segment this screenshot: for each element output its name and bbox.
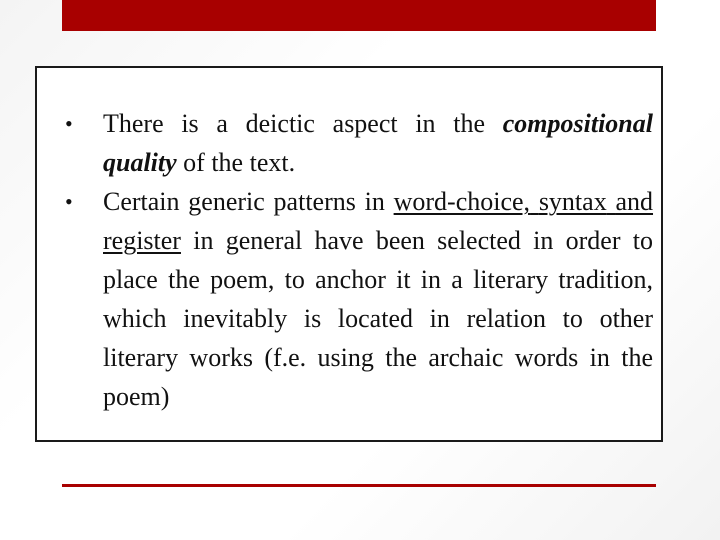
bottom-accent-line — [62, 484, 656, 487]
content-box — [35, 66, 663, 442]
bullet-marker: • — [65, 111, 73, 136]
bullet-1-text: There is a deictic aspect in the — [103, 109, 503, 138]
bullet-1-emphasis: compositional quality — [103, 109, 653, 177]
bullet-marker: • — [65, 189, 73, 214]
bullet-item-2 — [65, 182, 653, 416]
bullet-1-text-end: of the text. — [176, 148, 296, 177]
underlined-word-choice: word-choice, — [393, 187, 531, 216]
underlined-and: and — [615, 187, 654, 216]
top-accent-bar — [62, 0, 656, 31]
bullet-list — [65, 104, 653, 416]
underlined-space — [530, 187, 539, 216]
bullet-item-1 — [65, 104, 653, 182]
bullet-2-text-end: in general have been selected in order to place the poem, to anchor it in a literary tradition, which inevitably is located in relation to other literary works (f.e. using the archaic words in the poem) — [103, 226, 653, 411]
underlined-syntax: syntax — [538, 187, 607, 216]
bullet-2-text: Certain generic patterns in — [103, 187, 394, 216]
underlined-register: register — [103, 226, 181, 255]
